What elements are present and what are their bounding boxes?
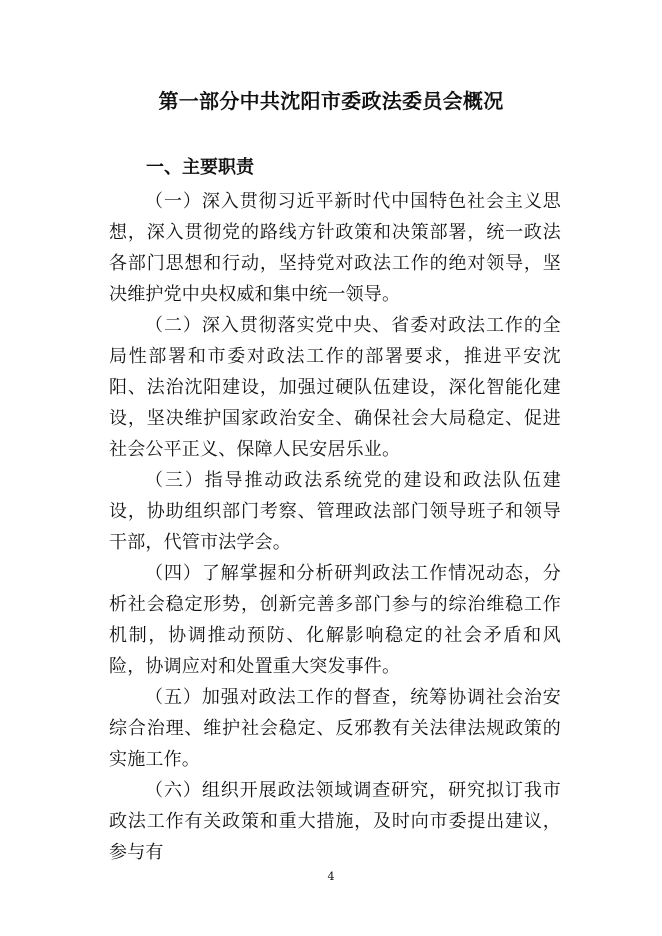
document-body: [109, 186, 561, 868]
paragraph-2: （二）深入贯彻落实党中央、省委对政法工作的全局性部署和市委对政法工作的部署要求，推进平安沈阳、法治沈阳建设，加强过硬队伍建设，深化智能化建设，坚决维护国家政治安全、确保社会大局稳定、促进社会公平正义、保障人民安居乐业。: [109, 315, 561, 460]
page-title: 第一部分中共沈阳市委政法委员会概况: [158, 89, 504, 113]
paragraph-5: （五）加强对政法工作的督查，统筹协调社会治安综合治理、维护社会稳定、反邪教有关法律法规政策的实施工作。: [109, 687, 561, 770]
paragraph-6: （六）组织开展政法领域调查研究，研究拟订我市政法工作有关政策和重大措施，及时向市委提出建议，参与有: [109, 780, 561, 863]
paragraph-3: （三）指导推动政法系统党的建设和政法队伍建设，协助组织部门考察、管理政法部门领导班子和领导干部，代管市法学会。: [109, 470, 561, 553]
paragraph-4: （四）了解掌握和分析研判政法工作情况动态，分析社会稳定形势，创新完善多部门参与的综治维稳工作机制，协调推动预防、化解影响稳定的社会矛盾和风险，协调应对和处置重大突发事件。: [109, 563, 561, 677]
paragraph-1: （一）深入贯彻习近平新时代中国特色社会主义思想，深入贯彻党的路线方针政策和决策部署，统一政法各部门思想和行动，坚持党对政法工作的绝对领导，坚决维护党中央权威和集中统一领导。: [109, 191, 561, 305]
section-heading: 一、主要职责: [146, 157, 254, 178]
page-number: 4: [327, 870, 335, 883]
